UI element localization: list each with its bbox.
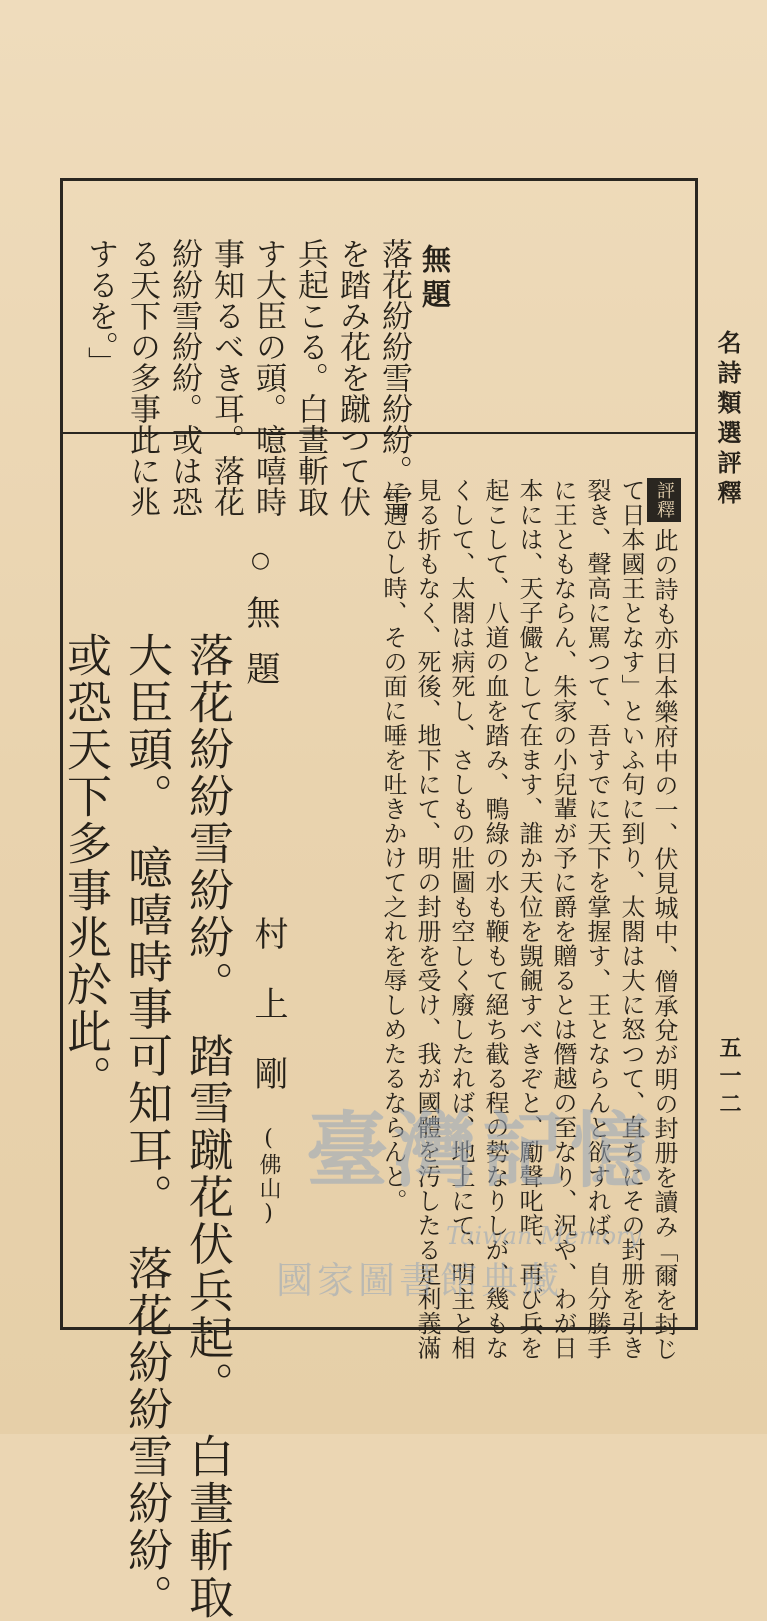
poem-title xyxy=(236,548,285,707)
author-note: (佛山) xyxy=(256,1126,281,1228)
poem-line: 落花紛紛雪紛紛。 踏雪蹴花伏兵起。 白晝斬取 xyxy=(181,632,234,1621)
poem-author xyxy=(244,916,293,1276)
commentary-line: て日本國王となす」といふ句に到り、太閤は大に怒つて、直ちにその封册を引き xyxy=(617,478,645,1360)
gloss-line: するを。」 xyxy=(82,238,118,378)
gloss-line: す大臣の頭。噫嘻時 xyxy=(250,238,286,517)
author-name: 村上剛 xyxy=(248,916,288,1126)
gloss-line: る天下の多事此に兆 xyxy=(124,238,160,517)
gloss-line: 紛紛雪紛紛。或は恐 xyxy=(166,238,202,517)
commentary-line: 起こして、八道の血を踏み、鴨綠の水も鞭もて絕ち截る程の勢なりしが、幾もな xyxy=(481,478,509,1360)
commentary-line xyxy=(647,478,681,1361)
poem-title-text: 無題 xyxy=(240,595,280,707)
gloss-title: 無題 xyxy=(418,244,452,314)
commentary-text: 此の詩も亦日本樂府中の一、伏見城中、僧承兌が明の封册を讀み「爾を封じ xyxy=(650,528,678,1361)
commentary-line: 裂き、聲高に罵つて、吾すでに天下を掌握す、王とならんと欲すれば、自分勝手 xyxy=(583,478,611,1360)
commentary-line: くして、太閤は病死し、さしもの壯圖も空しく廢したれば、地上にて、明主と相 xyxy=(447,478,475,1360)
poem-line: 或恐天下多事兆於此。 xyxy=(59,632,112,1102)
commentary-label: 評釋 xyxy=(647,478,681,522)
watermark-main: 臺灣記憶 xyxy=(306,1103,659,1199)
commentary-line: に遇ひし時、その面に唾を吐きかけて之れを辱しめたるならんと。 xyxy=(379,478,407,1213)
watermark-org: 國家圖書館典藏 xyxy=(276,1259,563,1302)
poem-marker: ○ xyxy=(248,548,273,595)
gloss-line: 落花紛紛雪紛紛。雪 xyxy=(376,238,412,517)
commentary-line: に王ともならん、朱家の小兒輩が予に爵を贈るとは僭越の至なり、況や、わが日 xyxy=(549,478,577,1360)
poem-line: 大臣頭。 噫嘻時事可知耳。 落花紛紛雪紛紛。 xyxy=(120,632,173,1621)
page-number: 五一二 xyxy=(716,1036,742,1120)
gloss-line: を踏み花を蹴つて伏 xyxy=(334,238,370,517)
gloss-line: 事知るべき耳。落花 xyxy=(208,238,244,517)
commentary-line: 見る折もなく、死後、地下にて、明の封册を受け、我が國體を汚したる足利義滿 xyxy=(413,478,441,1360)
watermark-english: Taiwan Memory xyxy=(446,1222,642,1250)
running-title: 名詩類選評釋 xyxy=(713,330,742,510)
commentary-line: 本には、天子儼として在ます、誰か天位を覬覦すべきぞと、勵聲叱咤、再び兵を xyxy=(515,478,543,1360)
gloss-line: 兵起こる。白晝斬取 xyxy=(292,238,328,517)
